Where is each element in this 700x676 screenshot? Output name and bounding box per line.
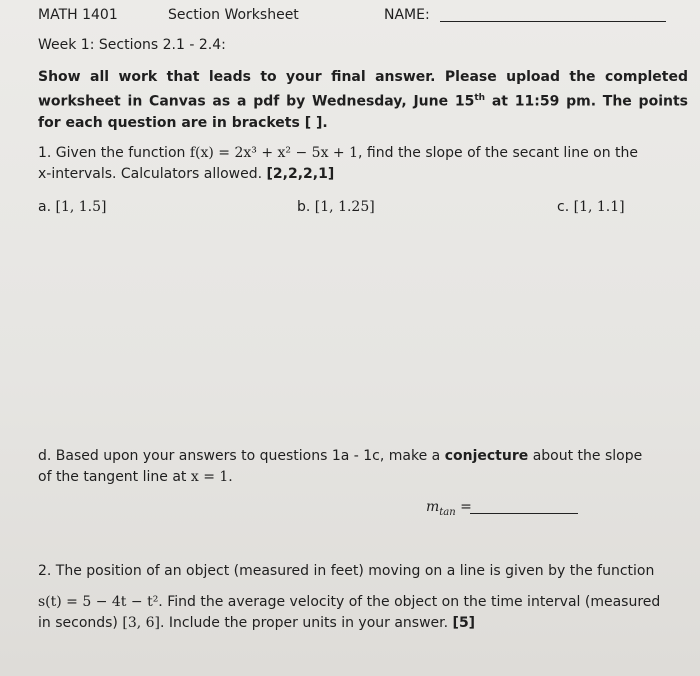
question-2-line1: 2. The position of an object (measured in feet) moving on a line is given by the function [38, 563, 655, 579]
course-title: MATH 1401 [38, 7, 118, 23]
option-b-label: b. [297, 199, 311, 215]
mtan-sub: tan [439, 506, 456, 518]
q2-text: Find the average velocity of the object on the time interval (measured in seconds) [38, 594, 661, 631]
option-a-interval: [1, 1.5] [55, 199, 107, 215]
q1d-emph: conjecture [444, 448, 529, 464]
question-1 [38, 143, 648, 185]
option-c [557, 199, 625, 215]
q2-points: [5] [452, 615, 476, 631]
instructions-part2: at 11:59 pm. The points for each question are in brackets [ ]. [38, 93, 688, 131]
section-title: Section Worksheet [168, 7, 299, 23]
instructions-part1: Show all work that leads to your final answer. Please upload the completed worksheet in Canvas as a pdf by Wednesday, June 15 [38, 69, 688, 110]
q1-text: , find the slope of the secant line on the x-intervals. Calculators allowed. [38, 145, 639, 182]
q1-function: f(x) = 2x³ + x² − 5x + 1 [189, 145, 359, 161]
option-c-label: c. [557, 199, 570, 215]
mtan-m: m [426, 499, 440, 515]
mtan-answer-line [470, 513, 578, 514]
mtan-label [426, 499, 472, 518]
option-a [38, 199, 106, 215]
week-heading: Week 1: Sections 2.1 - 2.4: [38, 37, 226, 53]
question-2 [38, 592, 668, 634]
q1d-at: x = 1. [190, 469, 233, 485]
name-underline [440, 21, 666, 22]
option-b-interval: [1, 1.25] [314, 199, 375, 215]
name-label: NAME: [384, 7, 430, 23]
q1d-text: about the slope of the tangent line at [38, 448, 643, 485]
option-a-label: a. [38, 199, 52, 215]
q2-function: s(t) = 5 − 4t − t². [38, 594, 163, 610]
q2-interval: [3, 6] [122, 615, 160, 631]
option-c-interval: [1, 1.1] [573, 199, 625, 215]
q2-end: . Include the proper units in your answer. [160, 615, 449, 631]
q1-points: [2,2,2,1] [266, 166, 335, 182]
q1d-lead: d. Based upon your answers to questions 1a - 1c, make a [38, 448, 445, 464]
q1-lead: 1. Given the function [38, 145, 190, 161]
mtan-eq: = [460, 499, 472, 515]
question-1d [38, 446, 648, 488]
instructions-sup: th [474, 93, 486, 103]
option-b [297, 199, 375, 215]
instructions [38, 67, 688, 134]
